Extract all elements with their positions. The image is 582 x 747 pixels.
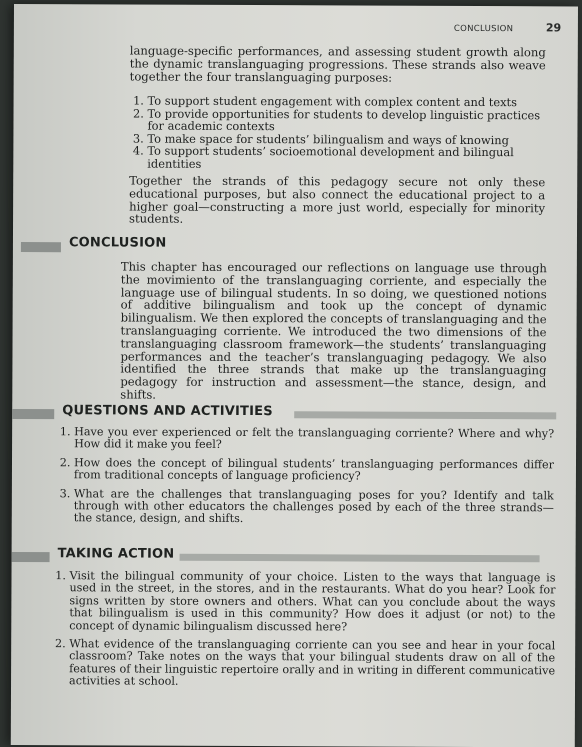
question-item: 3. What are the challenges that translanguaging poses for you? Identify and talk through with other educators the challenges posed by each of the three strands—the stance, design, and shifts. [74, 488, 554, 527]
questions-list [52, 426, 554, 533]
book-page [11, 4, 578, 747]
taking-action-heading: TAKING ACTION [57, 546, 175, 562]
purpose-item: 4. To support students’ socioemotional development and bilingual identities [147, 145, 557, 172]
purpose-item: 2. To provide opportunities for students to develop linguistic practices for academic contexts [147, 107, 557, 134]
taking-action-list [47, 570, 556, 696]
conclusion-heading: CONCLUSION [68, 235, 167, 251]
action-item: 2. What evidence of the translanguaging corriente can you see and hear in your focal classroom? Take notes on the ways that your bilingual students draw on all of the features of their linguistic repertoire orally and in writing in different communicative activities at school. [69, 638, 555, 690]
questions-heading: QUESTIONS AND ACTIVITIES [62, 403, 273, 420]
section-marker [21, 242, 61, 252]
question-item: 1. Have you ever experienced or felt the translanguaging corriente? Where and why? How did it make you feel? [74, 426, 554, 453]
purpose-item: 1. To support student engagement with complex content and texts [148, 95, 558, 109]
section-marker [12, 409, 54, 419]
section-marker [12, 552, 50, 562]
together-paragraph: Together the strands of this pedagogy secure not only these educational purposes, but also connect the educational project to a higher goal—constructing a more just world, especially for minority students. [129, 173, 546, 227]
running-head: CONCLUSION [453, 23, 514, 35]
conclusion-body: This chapter has encouraged our reflections on language use through the movimiento of the translanguaging corriente, and especially the language use of bilingual students. In so doing, we questioned notions of additive bilingualism and took up the concept of dynamic bilingualism. We then explored the concepts of translanguaging and the translanguaging corriente. We introduced the two dimensions of the translanguaging classroom framework—the students’ translanguaging performances and the teacher’s translanguaging pedagogy. We also identified the three strands that make up the translanguaging pedagogy for instruction and assessment—the stance, design, and shifts. [120, 259, 547, 402]
intro-paragraph: language-specific performances, and assessing student growth along the dynamic translanguaging progressions. These strands also weave together the four translanguaging purposes: [129, 43, 546, 85]
section-rule [180, 554, 540, 563]
purpose-item: 3. To make space for students’ bilingualism and ways of knowing [147, 132, 557, 146]
action-item: 1. Visit the bilingual community of your choice. Listen to the ways that language is used in the street, in the stores, and in the restaurants. What do you hear? Look for signs written by store owners and others. What can you conclude about the ways that bilingualism is used in this community? How does it adjust (or not) to the concept of dynamic bilingualism discussed here? [69, 570, 555, 634]
purposes-list [127, 94, 557, 171]
question-item: 2. How does the concept of bilingual students’ translanguaging performances differ from traditional concepts of language proficiency? [74, 457, 554, 484]
section-rule [294, 411, 556, 419]
page-number: 29 [545, 21, 562, 35]
